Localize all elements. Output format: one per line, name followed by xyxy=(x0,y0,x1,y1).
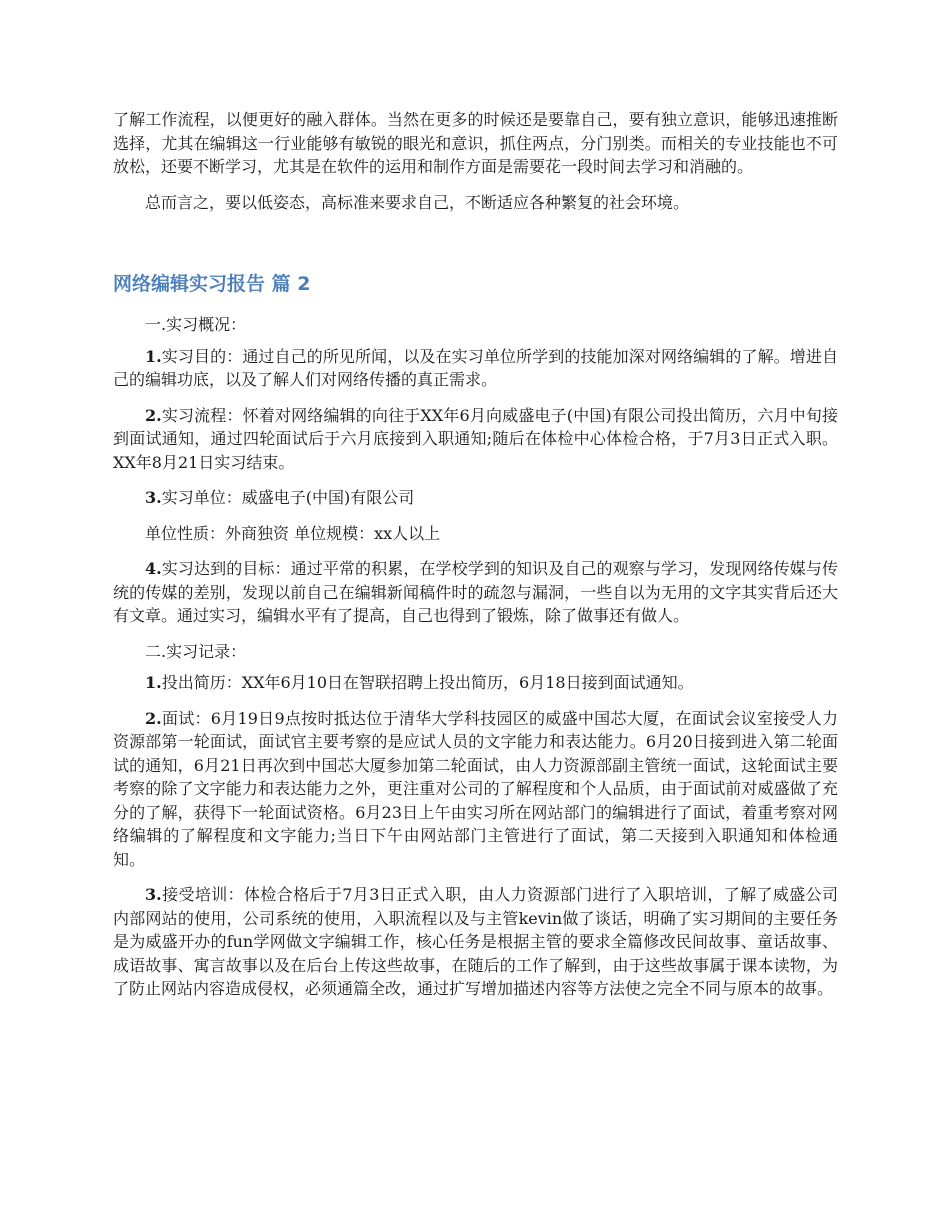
record-item-1 xyxy=(113,671,838,695)
item-number: 1. xyxy=(145,673,162,692)
item-text: 实习目的：通过自己的所见所闻，以及在实习单位所学到的技能加深对网络编辑的了解。增进自己的编辑功底，以及了解人们对网络传播的真正需求。 xyxy=(113,346,838,389)
item-text: 实习单位：威盛电子(中国)有限公司 xyxy=(161,488,415,507)
record-item-2 xyxy=(113,707,838,872)
document-content xyxy=(113,108,838,1013)
item-text: 面试：6月19日9点按时抵达位于清华大学科技园区的威盛中国芯大厦，在面试会议室接受人力资源部第一轮面试，面试官主要考察的是应试人员的文字能力和表达能力。6月20日接到进入第二轮面试的通知，6月21日再次到中国芯大厦参加第二轮面试，由人力资源部副主管统一面试，这轮面试主要考察的除了文字能力和表达能力之外，更注重对公司的了解程度和个人品质，由于面试前对威盛做了充分的了解，获得下一轮面试资格。6月23日上午由实习所在网站部门的编辑进行了面试，着重考察对网络编辑的了解程度和文字能力;当日下午由网站部门主管进行了面试，第二天接到入职通知和体检通知。 xyxy=(113,708,838,869)
item-number: 4. xyxy=(145,559,162,578)
item-number: 3. xyxy=(145,885,162,904)
item-number: 2. xyxy=(145,405,162,425)
unit-info: 单位性质：外商独资 单位规模：xx人以上 xyxy=(145,523,441,543)
intro-paragraph: 了解工作流程，以便更好的融入群体。当然在更多的时候还是要靠自己，要有独立意识，能够迅速推断选择，尤其在编辑这一行业能够有敏锐的眼光和意识，抓住两点，分门别类。而相关的专业技能也不可放松，还要不断学习，尤其是在软件的运用和制作方面是需要花一段时间去学习和消融的。 xyxy=(113,110,838,176)
overview-item-1 xyxy=(113,345,838,392)
section-title-text: 网络编辑实习报告 篇 xyxy=(113,273,291,295)
item-number: 2. xyxy=(145,708,162,728)
overview-item-2 xyxy=(113,404,838,475)
item-number: 1. xyxy=(145,346,162,366)
item-number: 3. xyxy=(145,488,162,507)
section-title-number: 2 xyxy=(297,273,311,295)
section-title xyxy=(113,271,838,297)
item-text: 接受培训：体检合格后于7月3日正式入职，由人力资源部门进行了入职培训，了解了威盛公司内部网站的使用，公司系统的使用，入职流程以及与主管kevin做了谈话，明确了实习期间的主要任务是为威盛开办的fun学网做文字编辑工作，核心任务是根据主管的要求全篇修改民间故事、童话故事、成语故事、寓言故事以及在后台上传这些故事，在随后的工作了解到，由于这些故事属于课本读物，为了防止网站内容造成侵权，必须通篇全改，通过扩写增加描述内容等方法使之完全不同与原本的故事。 xyxy=(113,885,838,998)
record-item-3 xyxy=(113,883,838,1001)
record-heading: 二.实习记录： xyxy=(145,641,247,661)
item-text: 投出简历：XX年6月10日在智联招聘上投出简历，6月18日接到面试通知。 xyxy=(161,673,694,692)
summary-paragraph: 总而言之，要以低姿态，高标准来要求自己，不断适应各种繁复的社会环境。 xyxy=(145,192,690,212)
item-text: 实习流程：怀着对网络编辑的向往于XX年6月向威盛电子(中国)有限公司投出简历，六月中旬接到面试通知，通过四轮面试后于六月底接到入职通知;随后在体检中心体检合格，于7月3日正式入职。XX年8月21日实习结束。 xyxy=(113,405,838,472)
overview-item-4 xyxy=(113,557,838,628)
item-text: 实习达到的目标：通过平常的积累，在学校学到的知识及自己的观察与学习，发现网络传媒与传统的传媒的差别，发现以前自己在编辑新闻稿件时的疏忽与漏洞，一些自以为无用的文字其实背后还大有文章。通过实习，编辑水平有了提高，自己也得到了锻炼，除了做事还有做人。 xyxy=(113,559,838,625)
overview-item-3 xyxy=(113,486,838,510)
overview-heading: 一.实习概况： xyxy=(145,315,247,334)
